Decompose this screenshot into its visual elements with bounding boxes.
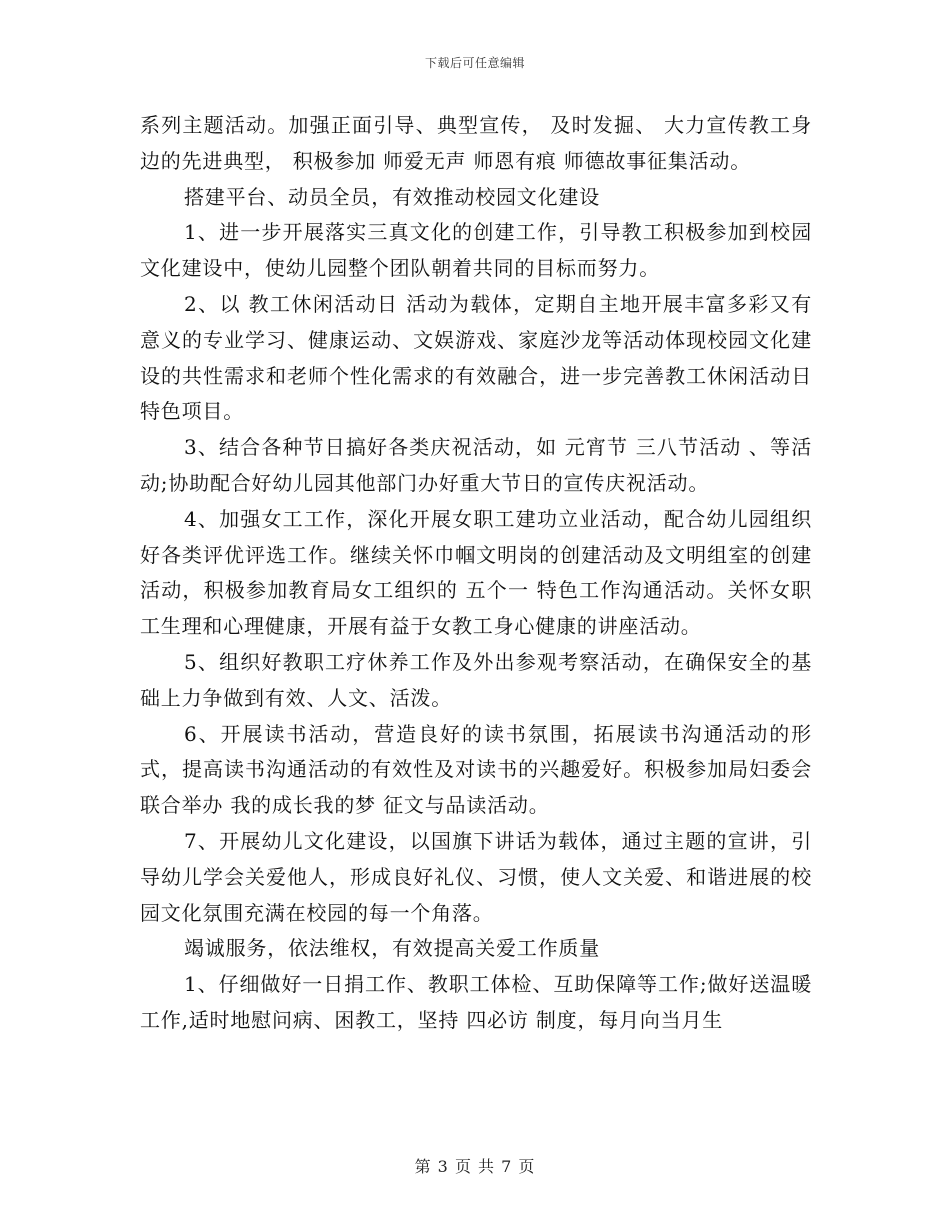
paragraph: 1、进一步开展落实三真文化的创建工作，引导教工积极参加到校园文化建设中，使幼儿园整个团队朝着共同的目标而努力。 [140, 220, 812, 281]
paragraph: 7、开展幼儿文化建设，以国旗下讲话为载体，通过主题的宣讲，引导幼儿学会关爱他人，形成良好礼仪、习惯，使人文关爱、和谐进展的校园文化氛围充满在校园的每一个角落。 [140, 828, 812, 925]
section-heading: 竭诚服务，依法维权，有效提高关爱工作质量 [184, 936, 600, 961]
document-body [140, 108, 812, 1039]
paragraph: 1、仔细做好一日捐工作、教职工体检、互助保障等工作;做好送温暖工作,适时地慰问病、困教工，坚持 四必访 制度，每月向当月生 [140, 972, 812, 1032]
paragraph: 4、加强女工工作，深化开展女职工建功立业活动，配合幼儿园组织好各类评优评选工作。继续关怀巾帼文明岗的创建活动及文明组室的创建活动，积极参加教育局女工组织的 五个一 特色工作沟通活动。关怀女职工生理和心理健康，开展有益于女教工身心健康的讲座活动。 [140, 506, 812, 639]
section-heading: 搭建平台、动员全员，有效推动校园文化建设 [184, 184, 600, 209]
paragraph: 3、结合各种节日搞好各类庆祝活动，如 元宵节 三八节活动 、等活动;协助配合好幼儿园其他部门办好重大节日的宣传庆祝活动。 [140, 435, 812, 495]
paragraph: 2、以 教工休闲活动日 活动为载体，定期自主地开展丰富多彩又有意义的专业学习、健康运动、文娱游戏、家庭沙龙等活动体现校园文化建设的共性需求和老师个性化需求的有效融合，进一步完善教工休闲活动日特色项目。 [140, 291, 812, 424]
page-footer: 第 3 页 共 7 页 [414, 1157, 536, 1176]
paragraph: 5、组织好教职工疗休养工作及外出参观考察活动，在确保安全的基础上力争做到有效、人文、活泼。 [140, 649, 812, 710]
page-header: 下载后可任意编辑 [424, 56, 525, 70]
paragraph: 6、开展读书活动，营造良好的读书氛围，拓展读书沟通活动的形式，提高读书沟通活动的有效性及对读书的兴趣爱好。积极参加局妇委会联合举办 我的成长我的梦 征文与品读活动。 [140, 721, 812, 818]
paragraph: 系列主题活动。加强正面引导、典型宣传， 及时发掘、 大力宣传教工身边的先进典型， 积极参加 师爱无声 师恩有痕 师德故事征集活动。 [140, 113, 812, 173]
